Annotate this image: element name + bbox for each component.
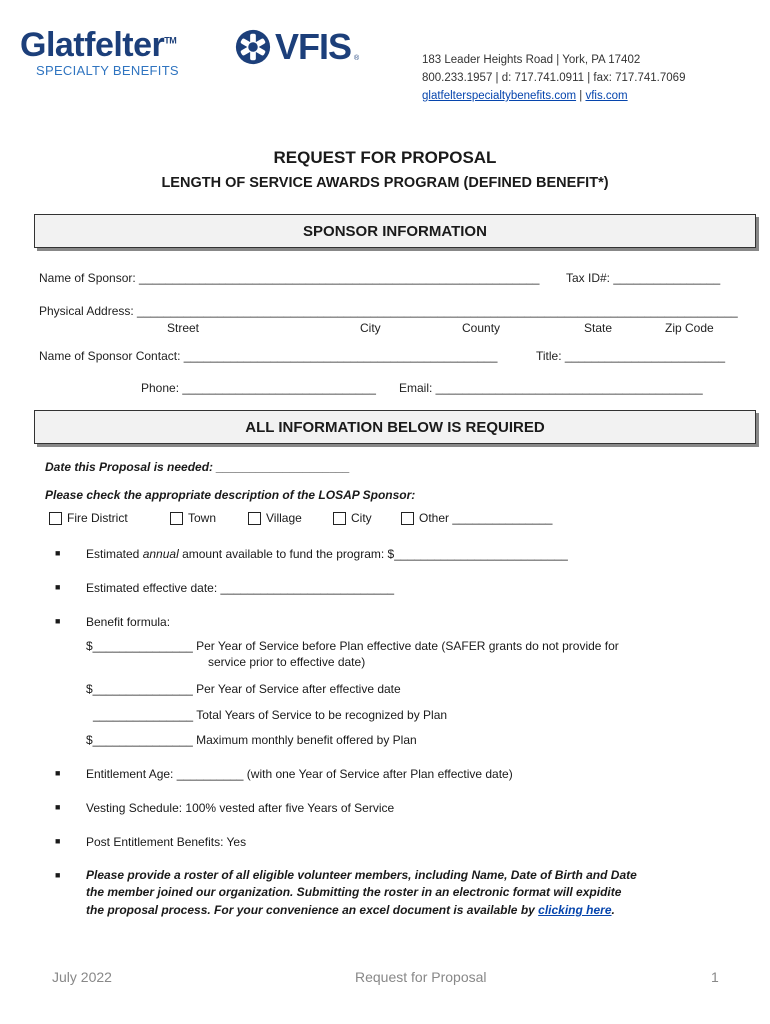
glatfelter-website-link[interactable]: glatfelterspecialtybenefits.com bbox=[422, 90, 577, 102]
vfis-website-link[interactable]: vfis.com bbox=[585, 90, 628, 102]
phone-line: 800.233.1957 | d: 717.741.0911 | fax: 717.741.7069 bbox=[422, 72, 686, 84]
roster-instructions-line2: the member joined our organization. Submitting the roster in an electronic format will expidite bbox=[86, 885, 622, 899]
email-field[interactable]: Email: ________________________________________ bbox=[399, 381, 703, 395]
entitlement-age-field[interactable]: Entitlement Age: __________ (with one Year of Service after Plan effective date) bbox=[86, 767, 513, 781]
option-town-label: Town bbox=[188, 511, 217, 525]
footer-title: Request for Proposal bbox=[355, 969, 487, 985]
document-subtitle: LENGTH OF SERVICE AWARDS PROGRAM (DEFINED BENEFIT*) bbox=[161, 175, 609, 191]
effective-date-field[interactable]: Estimated effective date: __________________________ bbox=[86, 581, 395, 595]
checkbox-city[interactable] bbox=[333, 512, 346, 525]
option-fire-district-label: Fire District bbox=[67, 511, 128, 525]
document-title: REQUEST FOR PROPOSAL bbox=[273, 148, 497, 167]
post-entitlement-text: Post Entitlement Benefits: Yes bbox=[86, 835, 247, 849]
benefit-before-effective-note: service prior to effective date) bbox=[208, 655, 366, 669]
total-years-field[interactable]: _______________ Total Years of Service to be recognized by Plan bbox=[93, 708, 448, 722]
state-label: State bbox=[584, 321, 613, 335]
roster-instructions-line3: the proposal process. For your convenience an excel document is available by clicking here. bbox=[86, 903, 615, 917]
annual-amount-field[interactable]: Estimated annual amount available to fund the program: $__________________________ bbox=[86, 547, 568, 561]
bullet-icon: ■ bbox=[55, 802, 61, 812]
bullet-icon: ■ bbox=[55, 836, 61, 846]
bullet-icon: ■ bbox=[55, 548, 61, 558]
excel-download-link[interactable]: clicking here bbox=[538, 903, 612, 917]
bullet-icon: ■ bbox=[55, 870, 61, 880]
sponsor-contact-field[interactable]: Name of Sponsor Contact: _______________________________________________ bbox=[39, 349, 498, 363]
checkbox-village[interactable] bbox=[248, 512, 261, 525]
benefit-after-effective-field[interactable]: $_______________ Per Year of Service after effective date bbox=[86, 682, 401, 696]
tax-id-field[interactable]: Tax ID#: ________________ bbox=[566, 271, 721, 285]
street-label: Street bbox=[167, 321, 200, 335]
glatfelter-logo-subtitle: SPECIALTY BENEFITS bbox=[36, 63, 179, 78]
zip-code-label: Zip Code bbox=[665, 321, 714, 335]
footer-date: July 2022 bbox=[52, 969, 112, 985]
checkbox-other[interactable] bbox=[401, 512, 414, 525]
option-other-field[interactable]: Other _______________ bbox=[419, 511, 553, 525]
phone-field[interactable]: Phone: _____________________________ bbox=[141, 381, 376, 395]
date-needed-field[interactable]: Date this Proposal is needed: ____________________ bbox=[45, 460, 350, 474]
roster-instructions-line1: Please provide a roster of all eligible volunteer members, including Name, Date of Birth and Date bbox=[86, 868, 637, 882]
vfis-star-icon bbox=[234, 28, 272, 66]
contact-title-field[interactable]: Title: ________________________ bbox=[536, 349, 726, 363]
checkbox-fire-district[interactable] bbox=[49, 512, 62, 525]
max-monthly-benefit-field[interactable]: $_______________ Maximum monthly benefit offered by Plan bbox=[86, 733, 417, 747]
required-section-heading: ALL INFORMATION BELOW IS REQUIRED bbox=[34, 410, 756, 444]
website-links: glatfelterspecialtybenefits.com | vfis.com bbox=[422, 90, 628, 102]
vesting-schedule-text: Vesting Schedule: 100% vested after five Years of Service bbox=[86, 801, 395, 815]
city-label: City bbox=[360, 321, 381, 335]
bullet-icon: ■ bbox=[55, 616, 61, 626]
sponsor-type-prompt: Please check the appropriate description of the LOSAP Sponsor: bbox=[45, 488, 416, 502]
benefit-formula-label: Benefit formula: bbox=[86, 615, 171, 629]
benefit-before-effective-field[interactable]: $_______________ Per Year of Service before Plan effective date (SAFER grants do not provide for bbox=[86, 639, 619, 653]
physical-address-field[interactable]: Physical Address: __________________________________________________________________________________________ bbox=[39, 304, 738, 318]
option-city-label: City bbox=[351, 511, 372, 525]
address-line: 183 Leader Heights Road | York, PA 17402 bbox=[422, 54, 641, 66]
sponsor-name-field[interactable]: Name of Sponsor: ____________________________________________________________ bbox=[39, 271, 540, 285]
vfis-logo: VFIS ® bbox=[234, 28, 359, 66]
bullet-icon: ■ bbox=[55, 582, 61, 592]
glatfelter-logo: Glatfelter™ bbox=[20, 26, 177, 64]
checkbox-town[interactable] bbox=[170, 512, 183, 525]
county-label: County bbox=[462, 321, 501, 335]
sponsor-section-heading: SPONSOR INFORMATION bbox=[34, 214, 756, 248]
page-number: 1 bbox=[711, 969, 719, 985]
option-village-label: Village bbox=[266, 511, 302, 525]
bullet-icon: ■ bbox=[55, 768, 61, 778]
